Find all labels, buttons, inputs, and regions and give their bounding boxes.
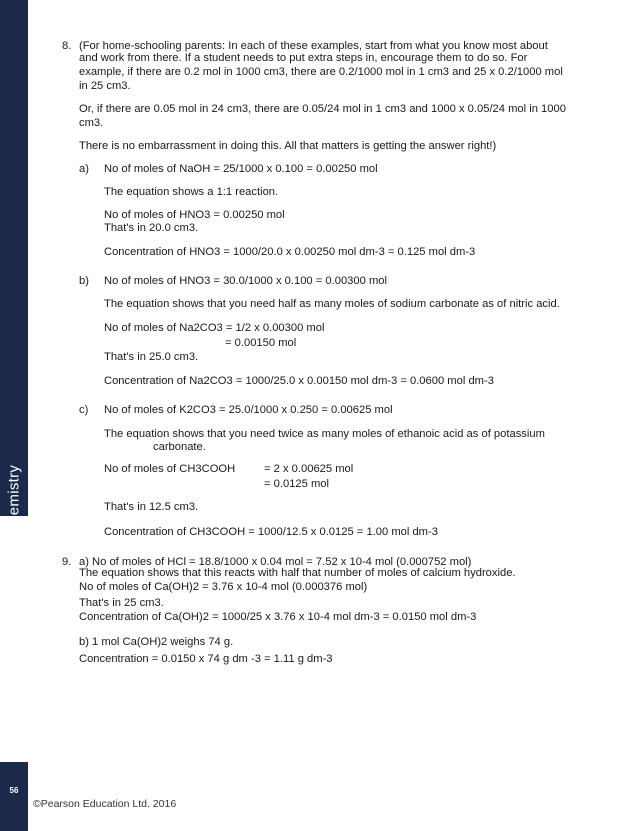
part-label: c) <box>79 404 89 416</box>
text-line: The equation shows a 1:1 reaction. <box>104 186 279 198</box>
text-line: Concentration of Ca(OH)2 = 1000/25 x 3.76 x 10-4 mol dm-3 = 0.0150 mol dm-3 <box>79 611 477 623</box>
text-line: = 0.0125 mol <box>264 478 329 490</box>
text-line: Concentration = 0.0150 x 74 g dm -3 = 1.11 g dm-3 <box>79 653 333 665</box>
text-line: cm3. <box>79 117 104 129</box>
text-line: a) No of moles of HCl = 18.8/1000 x 0.04 mol = 7.52 x 10-4 mol (0.000752 mol) <box>79 556 472 568</box>
text-line: Or, if there are 0.05 mol in 24 cm3, there are 0.05/24 mol in 1 cm3 and 1000 x 0.05/24 mol in 1000 <box>79 103 566 115</box>
page-number: 56 <box>9 786 19 795</box>
text-line: That's in 25 cm3. <box>79 597 164 609</box>
sidebar-bar <box>0 96 28 516</box>
text-line: No of moles of CH3COOH <box>104 463 236 475</box>
text-line: Concentration of Na2CO3 = 1000/25.0 x 0.00150 mol dm-3 = 0.0600 mol dm-3 <box>104 375 494 387</box>
part-label: b) <box>79 275 89 287</box>
text-line: b) 1 mol Ca(OH)2 weighs 74 g. <box>79 636 234 648</box>
copyright-footer: ©Pearson Education Ltd. 2016 <box>33 798 177 810</box>
text-line: No of moles of Na2CO3 = 1/2 x 0.00300 mol <box>104 322 325 334</box>
page-number-badge <box>0 762 28 831</box>
text-line: The equation shows that you need half as many moles of sodium carbonate as of nitric acid. <box>104 298 560 310</box>
text-line: (For home-schooling parents: In each of these examples, start from what you know most about <box>79 40 548 52</box>
text-line: and work from there. If a student needs to put extra steps in, encourage them to do so. For <box>79 52 528 64</box>
text-line: No of moles of HNO3 = 0.00250 mol <box>104 209 285 221</box>
text-line: No of moles of Ca(OH)2 = 3.76 x 10-4 mol (0.000376 mol) <box>79 581 368 593</box>
text-line: That's in 25.0 cm3. <box>104 351 199 363</box>
text-line: Concentration of CH3COOH = 1000/12.5 x 0.0125 = 1.00 mol dm-3 <box>104 526 438 538</box>
text-line: Concentration of HNO3 = 1000/20.0 x 0.00250 mol dm-3 = 0.125 mol dm-3 <box>104 246 476 258</box>
text-line: That's in 12.5 cm3. <box>104 501 199 513</box>
text-line: = 2 x 0.00625 mol <box>264 463 354 475</box>
text-line: in 25 cm3. <box>79 80 131 92</box>
text-line: = 0.00150 mol <box>225 337 297 349</box>
text-line: There is no embarrassment in doing this. All that matters is getting the answer right!) <box>79 140 497 152</box>
text-line: No of moles of NaOH = 25/1000 x 0.100 = 0.00250 mol <box>104 163 378 175</box>
text-line: That's in 20.0 cm3. <box>104 222 199 234</box>
text-line: No of moles of K2CO3 = 25.0/1000 x 0.250 = 0.00625 mol <box>104 404 393 416</box>
text-line: No of moles of HNO3 = 30.0/1000 x 0.100 = 0.00300 mol <box>104 275 387 287</box>
part-label: a) <box>79 163 89 175</box>
text-line: The equation shows that this reacts with half that number of moles of calcium hydroxide. <box>79 567 516 579</box>
sidebar-subject-label: Chemistry <box>5 464 23 536</box>
text-line: The equation shows that you need twice as many moles of ethanoic acid as of potassium <box>104 428 545 440</box>
question-number: 8. <box>62 40 72 52</box>
sidebar-top-bar <box>0 0 28 96</box>
question-number: 9. <box>62 556 72 568</box>
text-line: example, if there are 0.2 mol in 1000 cm3, there are 0.2/1000 mol in 1 cm3 and 25 x 0.2/1000 mol <box>79 66 563 78</box>
text-line: carbonate. <box>153 441 206 453</box>
